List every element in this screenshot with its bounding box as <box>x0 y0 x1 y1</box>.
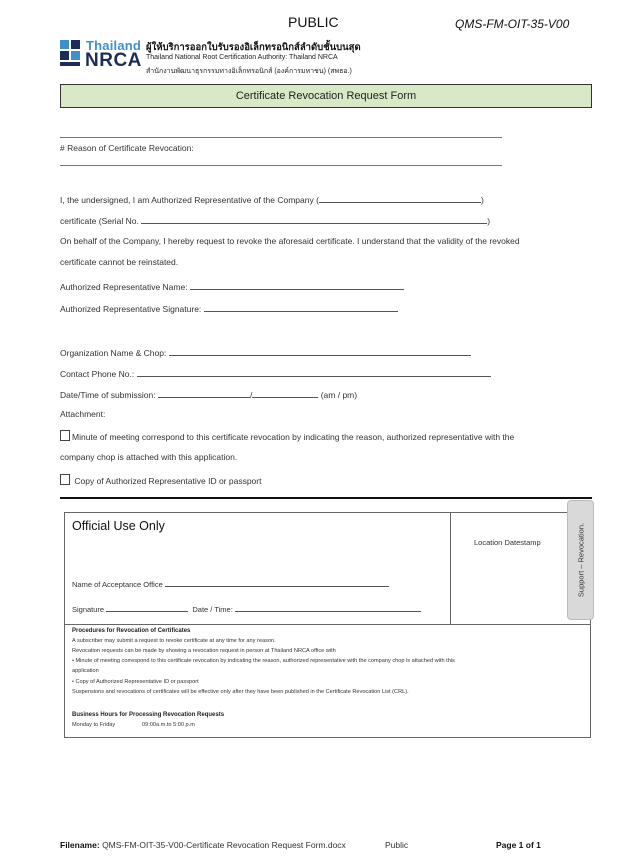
rep-name-row <box>60 280 404 292</box>
attachment-2-text: Copy of Authorized Representative ID or passport <box>74 476 262 486</box>
datetime-separator: / <box>249 390 253 400</box>
acceptance-office-field[interactable] <box>165 578 389 587</box>
page-number: Page 1 of 1 <box>496 840 541 850</box>
contact-label: Contact Phone No.: <box>60 369 135 379</box>
footer-filename <box>60 840 346 850</box>
classification-label: PUBLIC <box>288 14 339 30</box>
business-hours-days: Monday to Friday <box>72 722 116 728</box>
official-signature-row <box>72 603 421 614</box>
datetime-label: Date/Time of submission: <box>60 390 156 400</box>
serial-label: certificate (Serial No. <box>60 216 139 226</box>
rep-signature-field[interactable] <box>204 302 398 312</box>
declaration-line-1: On behalf of the Company, I hereby request to revoke the aforesaid certificate. I understand that the validity of the revoked <box>60 236 520 246</box>
serial-row <box>60 214 490 226</box>
document-id: QMS-FM-OIT-35-V00 <box>455 17 570 31</box>
company-name-field[interactable] <box>319 193 481 203</box>
org-name-english: Thailand National Root Certification Authority: Thailand NRCA <box>146 54 338 61</box>
org-name-field[interactable] <box>169 346 471 356</box>
company-close-paren: ) <box>480 195 484 205</box>
submission-time-field[interactable] <box>249 388 318 400</box>
am-pm-label: (am / pm) <box>320 390 358 400</box>
location-datestamp-label: Location Datestamp <box>474 538 541 547</box>
procedure-line: Revocation requests can be made by showing a revocation request in person at Thailand NRCA office with <box>72 648 336 654</box>
filename-value: QMS-FM-OIT-35-V00-Certificate Revocation Request Form.docx <box>102 840 346 850</box>
procedures-title: Procedures for Revocation of Certificates <box>72 628 191 634</box>
attachment-minutes-checkbox[interactable] <box>60 430 70 441</box>
procedure-line: • Copy of Authorized Representative ID or passport <box>72 679 199 685</box>
reason-top-line <box>60 137 502 138</box>
footer-classification: Public <box>385 840 409 850</box>
procedure-line: • Minute of meeting correspond to this certificate revocation by indicating the reason, authorized representative with the company chop is attached with this <box>72 658 455 664</box>
attachment-id-checkbox[interactable] <box>60 474 70 485</box>
org-name-row <box>60 346 471 358</box>
official-datetime-label: Date / Time: <box>192 605 233 614</box>
support-revocation-tab[interactable] <box>567 500 594 620</box>
rep-signature-label: Authorized Representative Signature: <box>60 304 202 314</box>
serial-close-paren: ) <box>487 216 491 226</box>
undersigned-row <box>60 193 484 205</box>
acceptance-office-label: Name of Acceptance Office <box>72 580 163 589</box>
submission-date-field[interactable] <box>158 388 253 400</box>
form-title: Certificate Revocation Request Form <box>60 84 592 108</box>
logo-nrca-text: NRCA <box>85 50 142 71</box>
contact-row <box>60 367 491 379</box>
thailand-nrca-logo <box>60 38 140 72</box>
reason-input-line[interactable] <box>60 165 502 166</box>
filename-label: Filename: <box>60 840 100 850</box>
official-signature-label: Signature <box>72 605 105 614</box>
procedure-line: A subscriber may submit a request to revoke certificate at any time for any reason. <box>72 638 276 644</box>
attachment-1-text: Minute of meeting correspond to this certificate revocation by indicating the reason, authorized representative with the <box>72 432 515 442</box>
rep-signature-row <box>60 302 398 314</box>
official-use-title: Official Use Only <box>72 519 165 533</box>
official-vertical-divider <box>450 513 451 625</box>
procedure-line: Suspensions and revocations of certificates will be effective only after they have been published in the Certificate Revocation List (CRL). <box>72 689 409 695</box>
rep-name-label: Authorized Representative Name: <box>60 282 188 292</box>
business-hours-time: 09:00a.m.to 5:00 p.m <box>142 722 195 728</box>
attachment-2-row <box>60 474 261 486</box>
org-agency-thai: สำนักงานพัฒนาธุรกรรมทางอิเล็กทรอนิกส์ (องค์การมหาชน) (สพธอ.) <box>146 68 352 75</box>
official-signature-field[interactable] <box>106 603 188 612</box>
section-divider <box>60 497 592 499</box>
undersigned-text: I, the undersigned, I am Authorized Representative of the Company ( <box>60 195 319 205</box>
official-horizontal-divider <box>65 624 590 625</box>
acceptance-office-row <box>72 578 389 589</box>
org-name-label: Organization Name & Chop: <box>60 348 167 358</box>
business-hours-title: Business Hours for Processing Revocation Requests <box>72 712 225 718</box>
attachment-1-row <box>60 430 514 442</box>
contact-phone-field[interactable] <box>137 367 491 377</box>
logo-thailand-text: Thailand <box>86 38 142 53</box>
procedure-line: application <box>72 668 99 674</box>
attachment-label: Attachment: <box>60 409 106 419</box>
logo-mark-icon <box>60 40 82 68</box>
official-datetime-field[interactable] <box>235 603 421 612</box>
reason-label: # Reason of Certificate Revocation: <box>60 143 194 153</box>
org-name-thai: ผู้ให้บริการออกใบรับรองอิเล็กทรอนิกส์ลำดับชั้นบนสุด <box>146 42 361 53</box>
datetime-row <box>60 388 357 400</box>
serial-number-field[interactable] <box>141 214 487 224</box>
declaration-line-2: certificate cannot be reinstated. <box>60 257 179 267</box>
side-tab-label: Support – Revocation. <box>576 522 585 598</box>
rep-name-field[interactable] <box>190 280 404 290</box>
attachment-1-continuation: company chop is attached with this application. <box>60 452 238 462</box>
